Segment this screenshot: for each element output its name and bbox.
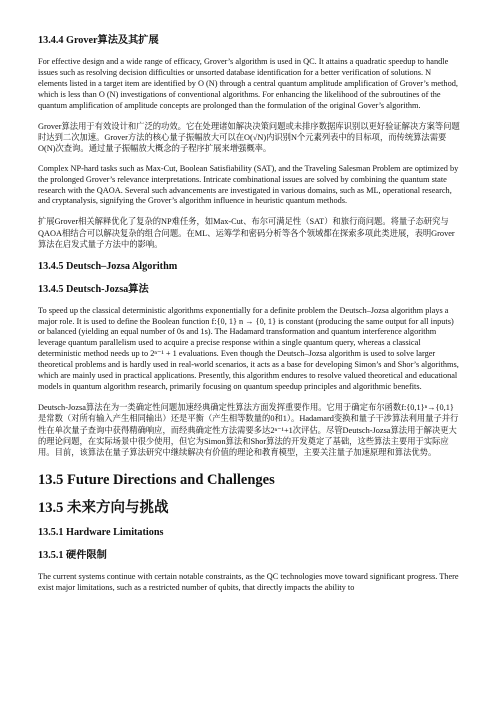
paragraph-deutsch-jozsa-zh: Deutsch-Jozsa算法在为一类确定性问题加速经典确定性算法方面发挥重要作用。它用于确定布尔函数f:{0,1}ⁿ→{0,1}是常数（对所有输入产生相同输出）还是平衡（产生相等数量的0和1）。Hadamard变换和量子干涉算法利用量子并行性在单次量子查询中获得精确响应，而经典确定性方法需要多达2ⁿ⁻¹+1次评估。尽管Deutsch-Jozsa算法用于解决更大的理论问题，在实际场景中很少使用，但它为Simon算法和Shor算法的开发奠定了基础，这些算法主要用于实际应用。目前，该算法在量子算法研究中继续解决有价值的理论和教育模型，主要关注量子加速原理和算法优势。 [38, 402, 459, 458]
paragraph-deutsch-jozsa-en: To speed up the classical deterministic algorithms exponentially for a definite problem the Deutsch–Jozsa algorithm plays a major role. It is used to define the Boolean function f:{0, 1} n → {0, 1} is constant (producing the same output for all inputs) or balanced (yielding an equal number of 0s and 1s). The Hadamard transformation and quantum interference algorithm leverage quantum parallelism used to acquire a precise response within a single quantum query, whereas a classical deterministic method needs up to 2ⁿ⁻¹ + 1 evaluations. Even though the Deutsch–Jozsa algorithm is used to solve larger theoretical problems and is hardly used in real-world scenarios, it acts as a base for developing Simon’s and Shor’s algorithms, which are mainly used in practical applications. Presently, this algorithm endures to resolve valued theoretical and educational models in quantum algorithm research, primarily focusing on quantum speedup principles and algorithmic benefits. [38, 305, 459, 391]
chapter-heading-future-zh: 13.5 未来方向与挑战 [38, 499, 169, 516]
section-heading-grover: 13.4.4 Grover算法及其扩展 [38, 35, 159, 46]
section-heading-deutsch-jozsa-zh: 13.4.5 Deutsch-Jozsa算法 [38, 283, 149, 295]
section-heading-hardware-zh: 13.5.1 硬件限制 [38, 549, 107, 561]
paragraph-grover-en-1: For effective design and a wide range of efficacy, Grover’s algorithm is used in QC. It attains a quadratic speedup to handle issues such as resolving decision difficulties or unsorted database identification for a better verification of solutions. N elements listed in a target item are identified by O (N) through a central quantum amplitude amplification of Grover’s method, which is less than O (N) investigations of conventional algorithms. For enhancing the likelihood of the subroutines of the quantum amplification of amplitude concepts are prolonged than the formulation of the original Gover’s algorithm. [38, 57, 458, 110]
paragraph-grover-zh-1: Grover算法用于有效设计和广泛的功效。它在处理诸如解决决策问题或未排序数据库识别以更好验证解决方案等问题时达到二次加速。Grover方法的核心量子振幅放大可以在O(√N)内识别N个元素列表中的目标项，而传统算法需要O(N)次查询。通过量子振幅放大概念的子程序扩展来增强概率。 [38, 121, 460, 154]
chapter-heading-future-en: 13.5 Future Directions and Challenges [38, 471, 275, 488]
paragraph-grover-en-2: Complex NP-hard tasks such as Max-Cut, Boolean Satisfiability (SAT), and the Traveling Salesman Problem are optimized by the prolonged Grover’s relevance interpretations. Intricate combinational issues are solved by combining the quantum state research with the QAOA. Several such advancements are investigated in various domains, such as ML, operational research, and cryptanalysis, signifying the Grover’s algorithm influence in heuristic quantum methods. [38, 163, 459, 206]
section-heading-deutsch-jozsa-en: 13.4.5 Deutsch–Jozsa Algorithm [38, 260, 178, 272]
section-heading-hardware-en: 13.5.1 Hardware Limitations [38, 526, 164, 538]
paragraph-hardware-en: The current systems continue with certain notable constraints, as the QC technologies move toward significant progress. There exist major limitations, such as a restricted number of qubits, that directly impacts the ability to [38, 571, 459, 592]
paragraph-grover-zh-2: 扩展Grover相关解释优化了复杂的NP难任务，如Max-Cut、布尔可满足性（SAT）和旅行商问题。将量子态研究与QAOA相结合可以解决复杂的组合问题。在ML、运筹学和密码分析等各个领域都在探索多项此类进展，表明Grover算法在启发式量子方法中的影响。 [38, 217, 455, 250]
